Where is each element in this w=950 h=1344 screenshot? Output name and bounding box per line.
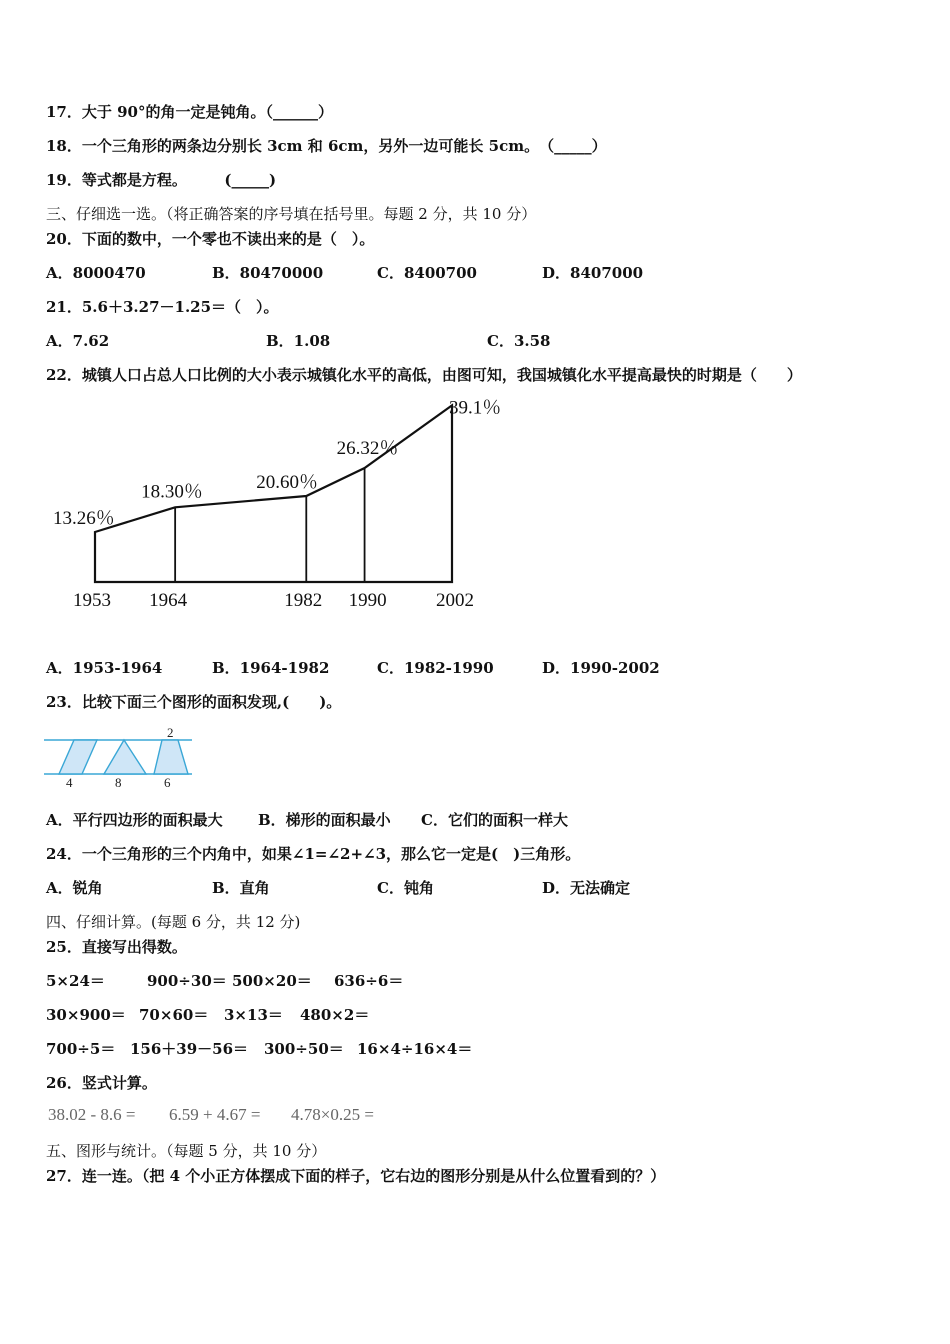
value-label-1982: 20.60％ bbox=[256, 472, 319, 494]
q24-option-c: C．钝角 bbox=[377, 879, 434, 897]
x-label-1964: 1964 bbox=[149, 590, 188, 611]
question-19: 19．等式都是方程。 (_____) bbox=[46, 171, 277, 189]
q20-option-d: D．8407000 bbox=[542, 264, 644, 282]
area-comparison-figure bbox=[44, 726, 204, 788]
q23-option-b: B．梯形的面积最小 bbox=[258, 811, 391, 829]
parallelogram-base-label: 4 bbox=[66, 775, 73, 788]
calc-r1-c4: 636÷6＝ bbox=[334, 972, 404, 990]
q20-option-a: A．8000470 bbox=[46, 264, 146, 282]
x-label-1953: 1953 bbox=[73, 590, 111, 611]
question-22: 22．城镇人口占总人口比例的大小表示城镇化水平的高低，由图可知，我国城镇化水平提高最快的时期是（ ） bbox=[46, 366, 802, 384]
section-4-heading: 四、仔细计算。(每题 6 分，共 12 分) bbox=[46, 913, 301, 931]
calc-r1-c3: 500×20＝ bbox=[232, 972, 312, 990]
trapezoid-top-label: 2 bbox=[167, 726, 174, 740]
calc-r3-c2: 156＋39－56＝ bbox=[130, 1040, 249, 1058]
x-label-1982: 1982 bbox=[284, 590, 323, 611]
question-17: 17．大于 90°的角一定是钝角。（______） bbox=[46, 103, 333, 121]
question-27: 27．连一连。（把 4 个小正方体摆成下面的样子，它右边的图形分别是从什么位置看到的？） bbox=[46, 1167, 666, 1185]
q24-option-b: B．直角 bbox=[212, 879, 270, 897]
calc-r1-c2: 900÷30＝ bbox=[147, 972, 227, 990]
x-label-1990: 1990 bbox=[348, 590, 387, 611]
q24-option-d: D．无法确定 bbox=[542, 879, 631, 897]
vertical-calc-2: 6.59 + 4.67 = bbox=[169, 1105, 261, 1124]
q22-option-b: B．1964-1982 bbox=[212, 659, 330, 677]
q20-option-b: B．80470000 bbox=[212, 264, 324, 282]
q21-option-a: A．7.62 bbox=[46, 332, 110, 350]
calc-r2-c3: 3×13＝ bbox=[224, 1006, 283, 1024]
trapezoid-shape bbox=[154, 740, 188, 774]
value-label-1990: 26.32％ bbox=[336, 438, 399, 460]
calc-r3-c1: 700÷5＝ bbox=[46, 1040, 116, 1058]
question-26: 26．竖式计算。 bbox=[46, 1074, 157, 1092]
question-20: 20．下面的数中，一个零也不读出来的是（ ）。 bbox=[46, 230, 375, 248]
q21-option-c: C．3.58 bbox=[487, 332, 551, 350]
q20-option-c: C．8400700 bbox=[377, 264, 477, 282]
value-label-1953: 13.26％ bbox=[53, 508, 115, 529]
q23-option-c: C．它们的面积一样大 bbox=[421, 811, 568, 829]
q22-option-c: C．1982-1990 bbox=[377, 659, 494, 677]
question-24: 24．一个三角形的三个内角中，如果∠1=∠2+∠3，那么它一定是( )三角形。 bbox=[46, 845, 581, 863]
calc-r1-c1: 5×24＝ bbox=[46, 972, 105, 990]
q24-option-a: A．锐角 bbox=[46, 879, 103, 897]
question-21: 21．5.6＋3.27－1.25＝（ ）。 bbox=[46, 298, 279, 316]
q22-option-a: A．1953-1964 bbox=[46, 659, 163, 677]
calc-r3-c3: 300÷50＝ bbox=[264, 1040, 344, 1058]
trapezoid-base-label: 6 bbox=[164, 775, 171, 788]
x-label-2002: 2002 bbox=[436, 590, 474, 611]
section-3-heading: 三、仔细选一选。（将正确答案的序号填在括号里。每题 2 分，共 10 分） bbox=[46, 205, 537, 223]
q22-option-d: D．1990-2002 bbox=[542, 659, 660, 677]
vertical-calc-3: 4.78×0.25 = bbox=[291, 1105, 374, 1124]
q21-option-b: B．1.08 bbox=[266, 332, 331, 350]
value-label-1964: 18.30％ bbox=[141, 481, 203, 503]
parallelogram-shape bbox=[59, 740, 97, 774]
section-5-heading: 五、图形与统计。（每题 5 分，共 10 分） bbox=[46, 1142, 327, 1160]
question-23: 23．比较下面三个图形的面积发现,( )。 bbox=[46, 693, 342, 711]
q23-option-a: A．平行四边形的面积最大 bbox=[46, 811, 223, 829]
triangle-shape bbox=[104, 740, 146, 774]
triangle-base-label: 8 bbox=[115, 775, 122, 788]
question-25: 25．直接写出得数。 bbox=[46, 938, 187, 956]
question-18: 18．一个三角形的两条边分别长 3cm 和 6cm，另外一边可能长 5cm。 （_____） bbox=[46, 137, 607, 155]
calc-r3-c4: 16×4÷16×4＝ bbox=[357, 1040, 473, 1058]
vertical-calc-1: 38.02 - 8.6 = bbox=[48, 1105, 136, 1124]
value-label-2002: 39.1％ bbox=[449, 397, 502, 419]
calc-r2-c4: 480×2＝ bbox=[300, 1006, 370, 1024]
urbanization-chart bbox=[0, 397, 520, 625]
calc-r2-c2: 70×60＝ bbox=[139, 1006, 209, 1024]
calc-r2-c1: 30×900＝ bbox=[46, 1006, 126, 1024]
